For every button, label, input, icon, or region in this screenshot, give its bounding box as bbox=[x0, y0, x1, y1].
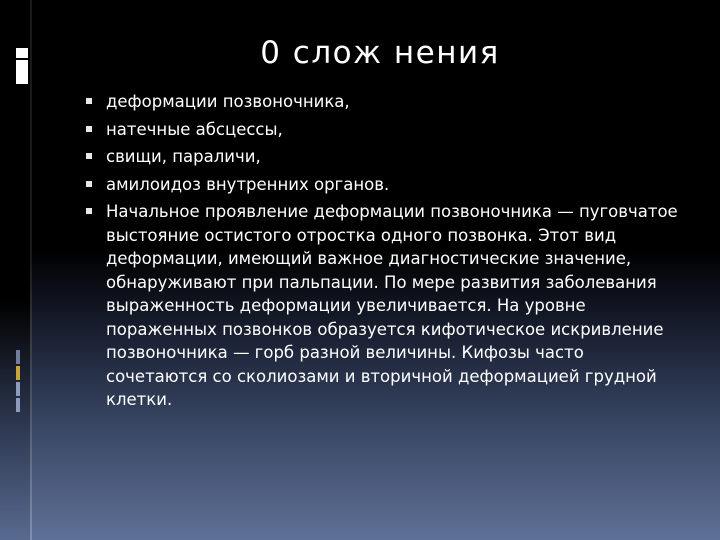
accent-marker-blue bbox=[16, 350, 20, 364]
square-bullet-icon bbox=[86, 208, 92, 214]
square-bullet-icon bbox=[86, 181, 92, 187]
top-rect-marker bbox=[16, 60, 28, 84]
slide-title: 0 слож нения bbox=[260, 35, 500, 71]
accent-marker-light-2 bbox=[16, 398, 20, 412]
square-bullet-icon bbox=[86, 126, 92, 132]
bullet-item bbox=[86, 145, 686, 169]
bullet-item bbox=[86, 200, 686, 412]
left-edge-line bbox=[30, 0, 32, 540]
bullet-item bbox=[86, 90, 686, 114]
square-bullet-icon bbox=[86, 98, 92, 104]
accent-marker-light-1 bbox=[16, 382, 20, 396]
square-bullet-icon bbox=[86, 153, 92, 159]
bullet-text: Начальное проявление деформации позвоночника — пуговчатое выстояние остистого отростка одного позвонка. Этот вид деформации, имеющий важное диагностические значение, обнаруживают при пальпации. По мере развития заболевания выраженность деформации увеличивается. На уровне пораженных позвонков образуется кифотическое искривление позвоночника — горб разной величины. Кифозы часто сочетаются со сколиозами и вторичной деформацией грудной клетки. bbox=[106, 202, 678, 409]
bullet-text: амилоидоз внутренних органов. bbox=[106, 174, 390, 194]
bullet-item bbox=[86, 173, 686, 197]
accent-marker-gold bbox=[16, 366, 20, 380]
bullet-text: деформации позвоночника, bbox=[106, 92, 350, 111]
bullet-text: натечные абсцессы, bbox=[106, 119, 283, 139]
bullet-list bbox=[86, 90, 686, 416]
bullet-item bbox=[86, 118, 686, 142]
bullet-text: свищи, параличи, bbox=[106, 147, 261, 166]
top-square-marker bbox=[16, 48, 28, 58]
